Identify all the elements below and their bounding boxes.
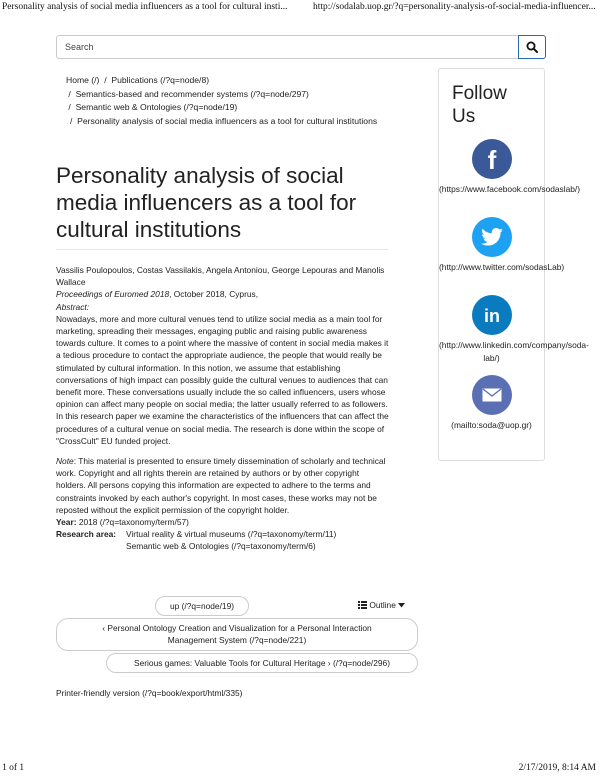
breadcrumb-separator: / [68,88,71,99]
social-link-twitter[interactable] [439,217,565,274]
breadcrumb-separator: / [70,115,73,126]
abstract-text: Nowadays, more and more cultural venues tend to utilize social media as a main tool for marketing, spreading their messages, engaging public and raising public awareness towards culture. It comes to a point where the massive of content in social media makes it a tedious procedure to contact the appropriate audience, the people that would really be stimulated by cultural information. In this notion, we assume that establishing conversations of high impact can possibly guide the cultural venues to audiences that can benefit more. These conversations usually include the so called influencers, users whose opinion can affect many people on social media; the latter usually referred to as followers. In this research paper we examine the characteristics of the influencers that can affect the procedures of a cultural venue on social media. The research is done within the scope of "CrossCult" EU funded project. [56,313,389,446]
research-area [56,528,391,552]
year-link[interactable]: 2018 (/?q=taxonomy/term/57) [78,517,189,528]
breadcrumb [66,74,386,128]
print-header-url: http://sodalab.uop.gr/?q=personality-analysis-of-social-media-influencer... [313,2,596,12]
facebook-icon[interactable] [472,139,512,179]
book-up-button[interactable]: up (/?q=node/19) [155,596,249,616]
print-datetime: 2/17/2019, 8:14 AM [518,763,596,773]
breadcrumb-link-semantic-web[interactable]: Semantic web & Ontologies (/?q=node/19) [75,102,238,113]
note-label: Note [56,456,74,467]
svg-text:in: in [483,306,500,326]
venue-details: , October 2018, Cyprus, [169,289,259,300]
book-prev-button[interactable]: ‹ Personal Ontology Creation and Visualization for a Personal Interaction Management System (/?q=node/221) [56,618,418,651]
title-divider [56,249,388,250]
authors: Vassilis Poulopoulos, Costas Vassilakis, Angela Antoniou, George Lepouras and Manolis Wallace [56,265,385,288]
book-next-button[interactable]: Serious games: Valuable Tools for Cultural Heritage › (/?q=node/296) [106,653,418,673]
social-link-label[interactable]: (http://www.linkedin.com/company/soda-lab/) [439,340,589,363]
copyright-note [56,455,391,516]
follow-us-panel [438,68,589,461]
linkedin-icon[interactable] [472,295,512,335]
page-title: Personality analysis of social media influencers as a tool for cultural institutions [56,163,357,242]
search-button[interactable] [518,35,546,59]
breadcrumb-link-publications[interactable]: Publications (/?q=node/8) [111,75,210,85]
note-text: : This material is presented to ensure timely dissemination of scholarly and technical work. Copyright and all rights therein are retained by authors or by other copyright holders. All persons copying this information are expected to adhere to the terms and constraints invoked by each author's copyright. In most cases, these works may not be reposted without the explicit permission of the copyright holder. [56,456,386,515]
print-header-title: Personality analysis of social media influencers as a tool for cultural insti... [2,2,288,12]
printer-friendly-link[interactable]: Printer-friendly version (/?q=book/export/html/335) [56,688,243,698]
social-link-label[interactable]: (mailto:soda@uop.gr) [451,420,532,430]
breadcrumb-link-home[interactable]: Home (/) [66,75,100,85]
research-area-link[interactable]: Virtual reality & virtual museums (/?q=taxonomy/term/11) [126,529,337,540]
year-line [56,516,391,528]
search-icon [526,41,538,53]
print-footer [0,762,600,776]
caret-down-icon [398,603,405,608]
social-link-linkedin[interactable] [439,295,589,365]
print-page-number: 1 of 1 [2,763,25,773]
social-link-label[interactable]: (http://www.twitter.com/sodasLab) [439,262,565,272]
social-link-email[interactable] [439,375,544,432]
outline-toggle[interactable] [358,600,405,610]
search-input[interactable] [57,36,518,58]
breadcrumb-separator: / [68,102,71,113]
venue-line [56,288,391,300]
breadcrumb-current: Personality analysis of social media influencers as a tool for cultural institutions [77,115,378,126]
list-icon [358,601,367,609]
social-link-facebook[interactable] [439,139,581,196]
follow-heading: Follow Us [452,83,507,127]
mail-icon[interactable] [472,375,512,415]
year-label: Year: [56,517,77,528]
search-bar [56,35,546,59]
social-link-label[interactable]: (https://www.facebook.com/sodaslab/) [439,184,581,194]
abstract-label: Abstract: [56,301,90,312]
svg-text:f: f [487,145,496,175]
research-area-label: Research area: [56,529,117,540]
twitter-icon[interactable] [472,217,512,257]
breadcrumb-separator: / [104,75,107,85]
breadcrumb-link-semantics[interactable]: Semantics-based and recommender systems (/?q=node/297) [75,88,309,99]
outline-label: Outline [369,600,396,610]
article-content [56,264,391,553]
research-area-link[interactable]: Semantic web & Ontologies (/?q=taxonomy/term/6) [126,541,316,552]
venue: Proceedings of Euromed 2018 [56,289,170,300]
print-header [0,0,600,16]
